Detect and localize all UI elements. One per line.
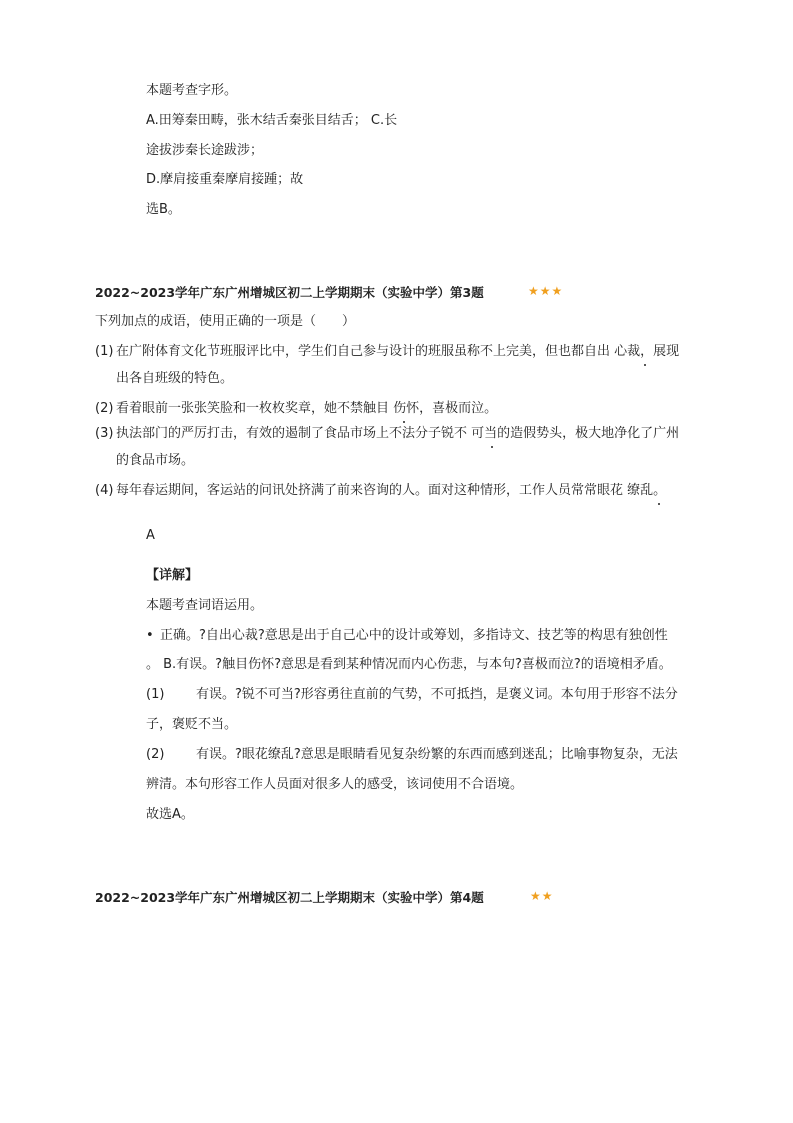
emphasis-dot	[403, 421, 405, 423]
item-number: (2)	[146, 747, 165, 762]
question-header: 2022~2023学年广东广州增城区初二上学期期末（实验中学）第3题	[95, 285, 484, 300]
option-number: (4)	[95, 483, 114, 498]
answer-line: D.摩肩接重秦摩肩接踵；故	[146, 172, 304, 187]
emphasis-dot	[644, 364, 646, 366]
detail-line: 辨清。本句形容工作人员面对很多人的感受，该词使用不合语境。	[146, 777, 524, 792]
answer-line: A.田筹秦田畴，张木结舌秦张目结舌； C.长	[146, 113, 398, 128]
detail-line: 有误。?锐不可当?形容勇往直前的气势，不可抵挡，是褒义词。本句用于形容不法分	[196, 687, 678, 702]
answer-conclusion: 选B。	[146, 202, 181, 217]
answer-intro: 本题考查字形。	[146, 83, 238, 98]
question-header: 2022~2023学年广东广州增城区初二上学期期末（实验中学）第4题	[95, 890, 484, 905]
detail-line: 。 B.有误。?触目伤怀?意思是看到某种情况而内心伤悲，与本句?喜极而泣?的语境相矛盾。	[146, 657, 672, 672]
difficulty-stars: ★★★	[528, 284, 564, 298]
detail-line: 正确。?自出心裁?意思是出于自己心中的设计或筹划，多指诗文、技艺等的构思有独创性	[160, 628, 668, 643]
option-text: 每年春运期间，客运站的问讯处挤满了前来咨询的人。面对这种情形，工作人员常常眼花 缭乱。	[116, 483, 667, 498]
option-text: 的食品市场。	[116, 453, 195, 468]
bullet-dot: •	[146, 628, 154, 643]
difficulty-stars: ★★	[530, 889, 554, 903]
emphasis-dot	[491, 446, 493, 448]
option-number: (3)	[95, 426, 114, 441]
detail-intro: 本题考查词语运用。	[146, 598, 264, 613]
answer-letter: A	[146, 528, 155, 543]
emphasis-dot	[658, 503, 660, 505]
detail-conclusion: 故选A。	[146, 807, 194, 822]
option-text: 看着眼前一张张笑脸和一枚枚奖章，她不禁触目 伤怀，喜极而泣。	[116, 401, 498, 416]
detail-line: 有误。?眼花缭乱?意思是眼睛看见复杂纷繁的东西而感到迷乱；比喻事物复杂，无法	[196, 747, 678, 762]
option-text: 出各自班级的特色。	[116, 371, 234, 386]
question-stem: 下列加点的成语，使用正确的一项是（ ）	[95, 314, 356, 329]
detail-line: 子，褒贬不当。	[146, 717, 238, 732]
item-number: (1)	[146, 687, 165, 702]
detail-title: 【详解】	[146, 568, 199, 583]
answer-line: 途拔涉秦长途跋涉；	[146, 143, 264, 158]
option-number: (2)	[95, 401, 114, 416]
option-text: 在广附体育文化节班服评比中，学生们自己参与设计的班服虽称不上完美，但也都自出 心裁，展现	[116, 344, 680, 359]
option-text: 执法部门的严厉打击，有效的遏制了食品市场上不法分子锐不 可当的造假势头，极大地净化了广州	[116, 426, 680, 441]
option-number: (1)	[95, 344, 114, 359]
